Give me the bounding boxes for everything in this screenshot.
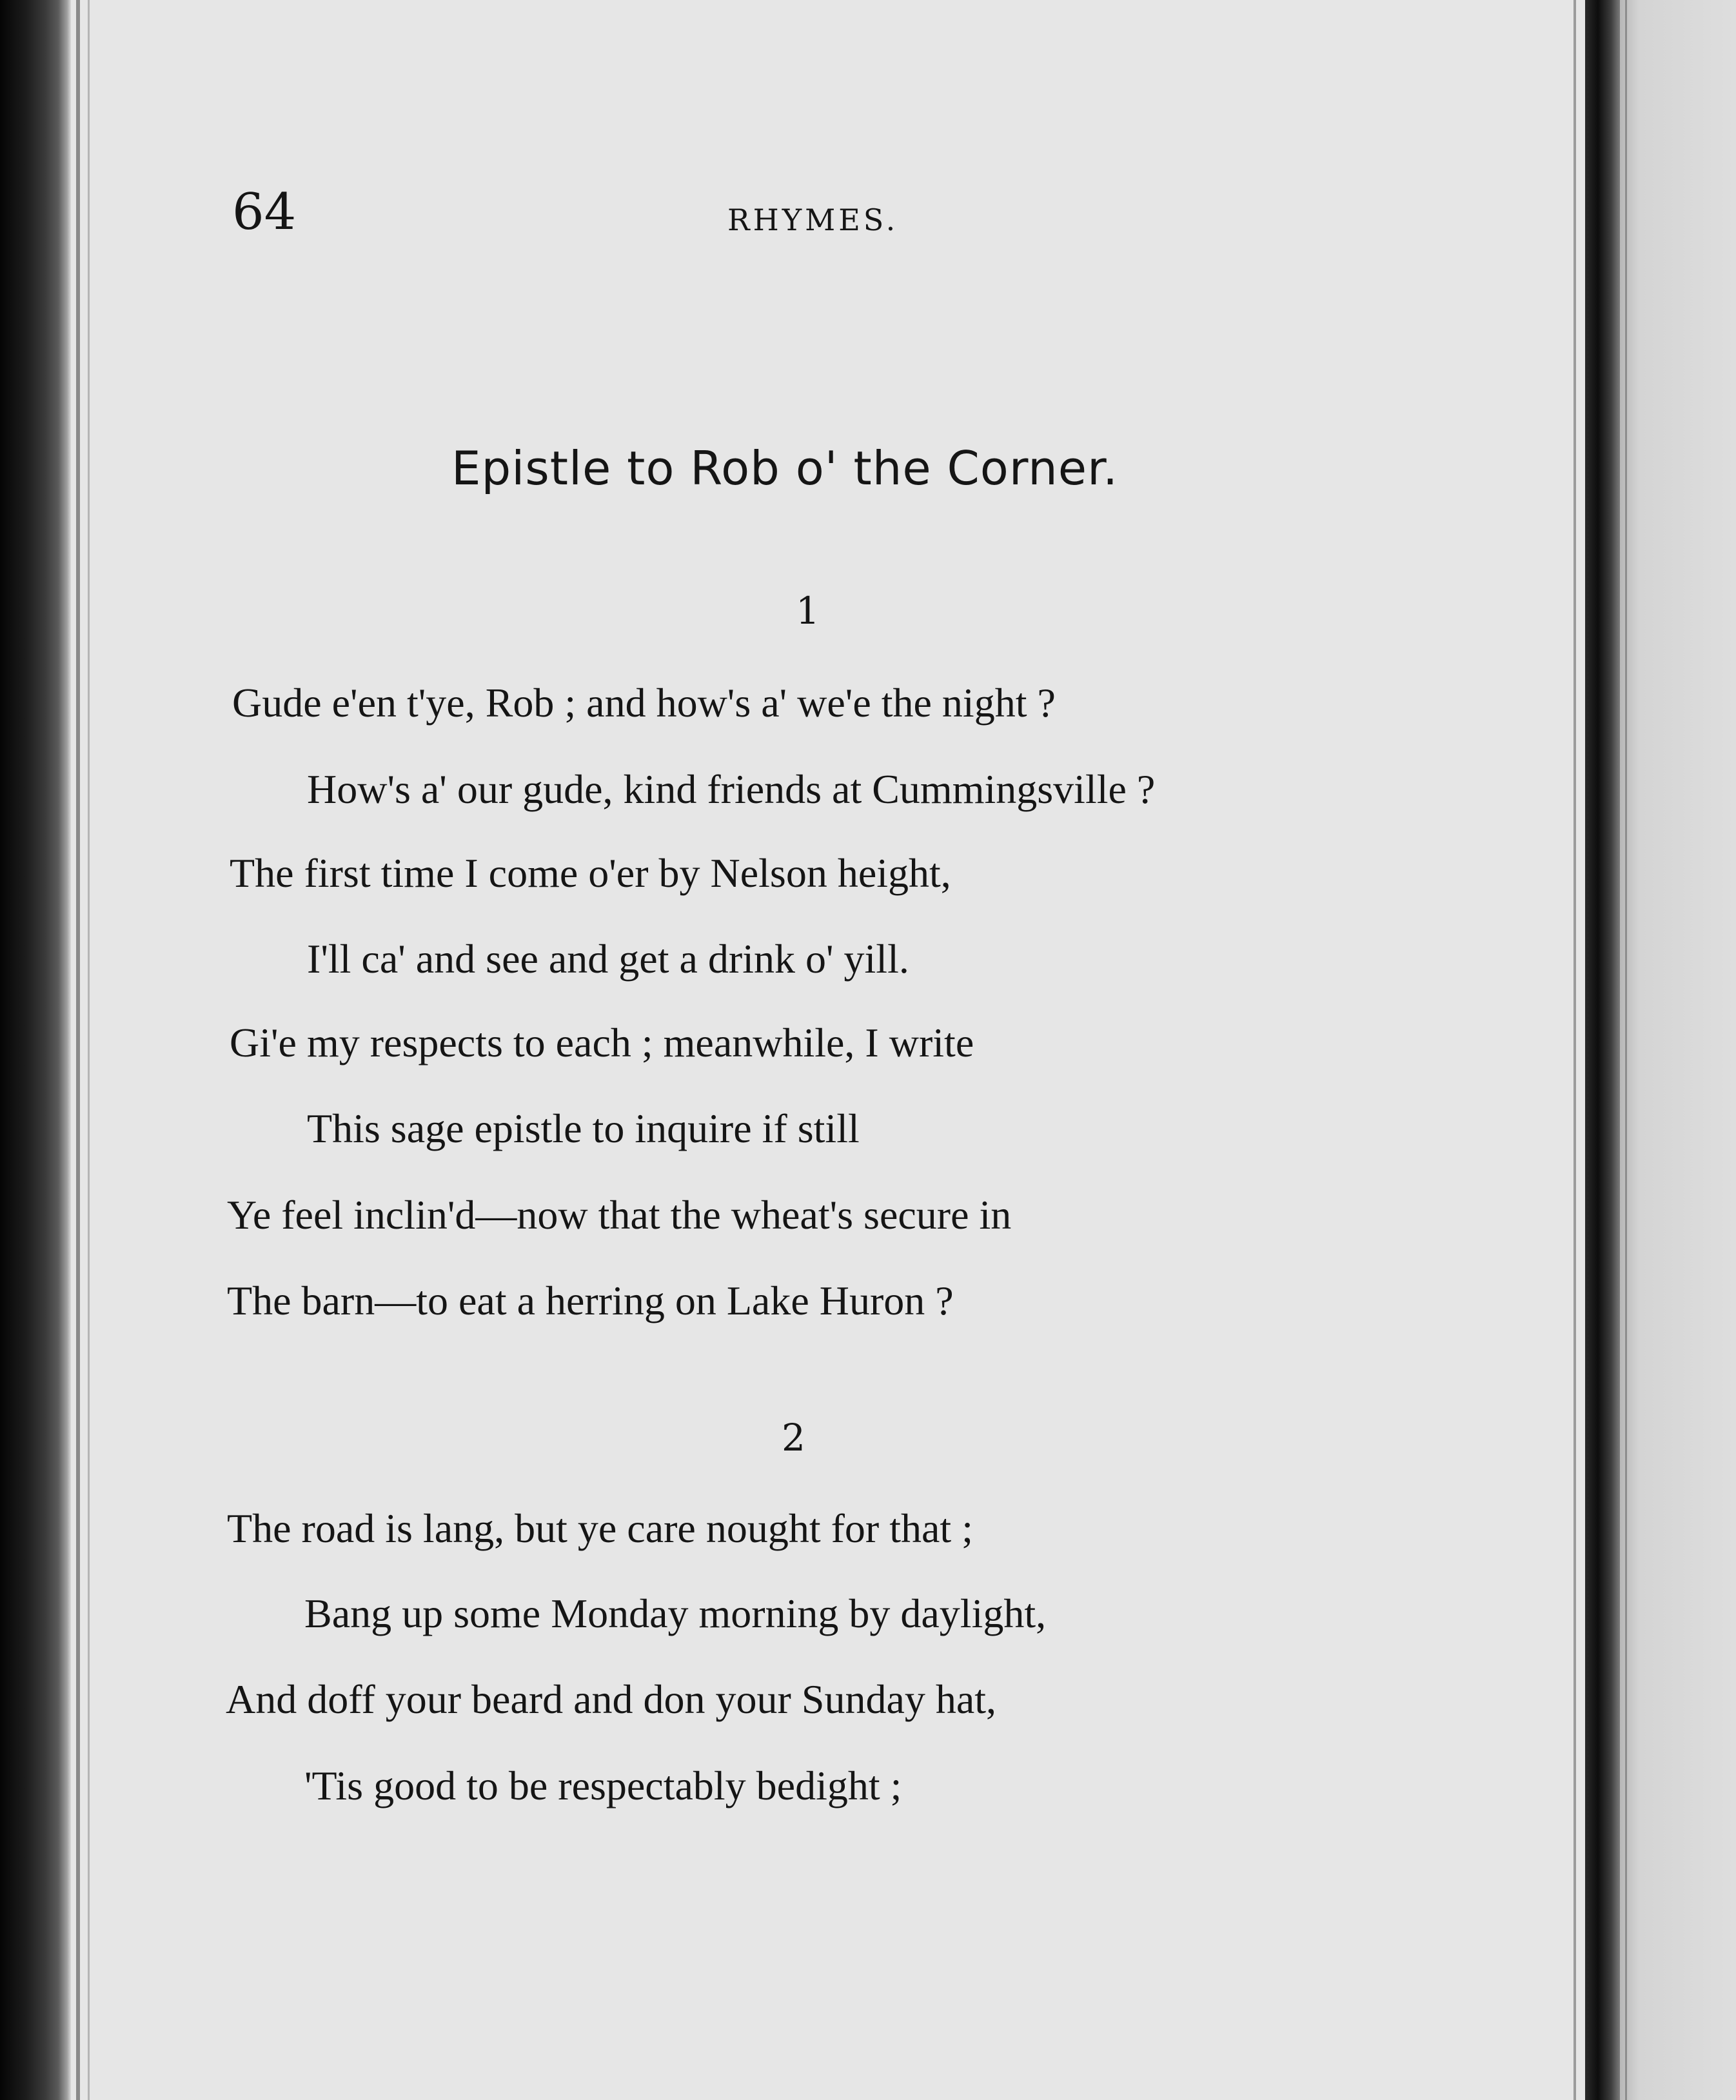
page-number: 64 (232, 183, 297, 241)
verse-line: The barn—to eat a herring on Lake Huron ? (227, 1278, 954, 1323)
verse-line: Gi'e my respects to each ; meanwhile, I write (230, 1020, 974, 1065)
stanza-number: 1 (796, 589, 820, 633)
verse-line: How's a' our gude, kind friends at Cummingsville ? (307, 766, 1156, 812)
verse-line: 'Tis good to be respectably bedight ; (304, 1763, 902, 1808)
verse-line: Ye feel inclin'd—now that the wheat's secure in (227, 1192, 1012, 1238)
verse-line: And doff your beard and don your Sunday hat, (226, 1676, 997, 1722)
verse-line: I'll ca' and see and get a drink o' yill. (307, 936, 909, 982)
verse-line: This sage epistle to inquire if still (307, 1105, 860, 1151)
verse-line: The road is lang, but ye care nought for that ; (227, 1505, 973, 1551)
verse-line: Gude e'en t'ye, Rob ; and how's a' we'e the night ? (232, 680, 1056, 726)
verse-line: Bang up some Monday morning by daylight, (304, 1590, 1047, 1636)
verse-line: The first time I come o'er by Nelson height, (230, 850, 951, 896)
running-head: RHYMES. (727, 203, 899, 237)
stanza-number: 2 (782, 1416, 805, 1460)
poem-title: Epistle to Rob o' the Corner. (451, 441, 1118, 495)
